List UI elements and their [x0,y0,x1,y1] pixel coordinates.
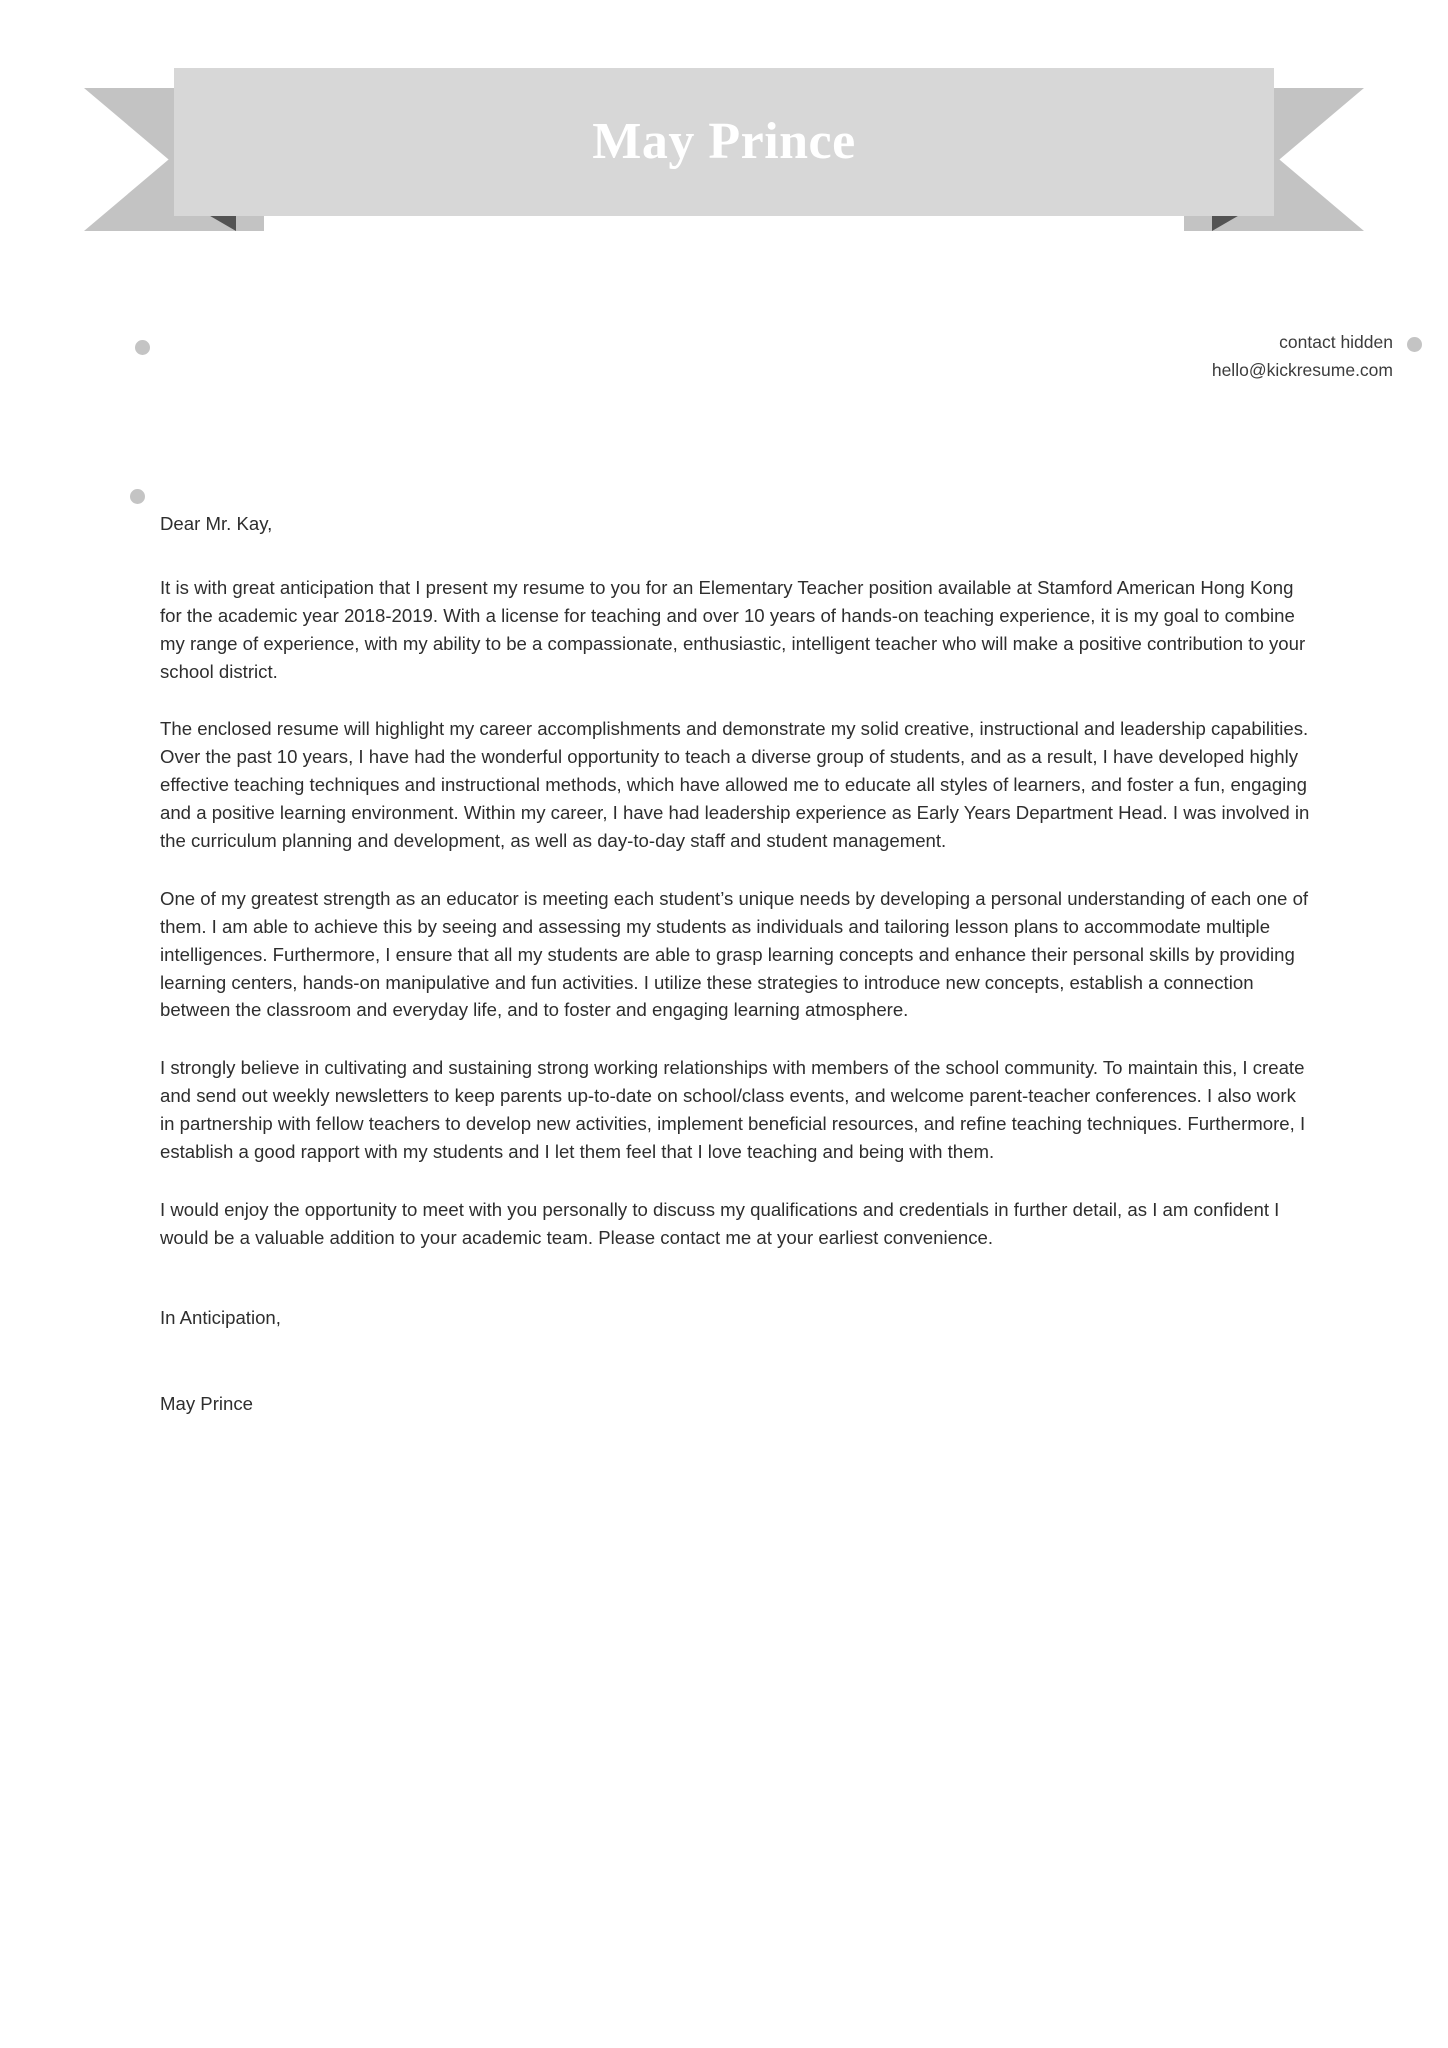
margin-bullet-top-icon [135,340,150,355]
letter-paragraph: I would enjoy the opportunity to meet with you personally to discuss my qualifications and credentials in further detail, as I am confident I would be a valuable addition to your academic team. Please contact me at your earliest convenience. [160,1198,1280,1248]
page-title: May Prince [592,113,856,170]
salutation: Dear Mr. Kay, [160,513,273,534]
margin-bullet-body-icon [130,489,145,504]
letter-paragraph: The enclosed resume will highlight my career accomplishments and demonstrate my solid creative, instructional and leadership capabilities. Over the past 10 years, I have had the wonderful opportunity to teach a diverse group of students, and as a result, I have developed highly effective teaching techniques and instructional methods, which have allowed me to educate all styles of learners, and foster a fun, engaging and a positive learning environment. Within my career, I have had leadership experience as Early Years Department Head. I was involved in the curriculum planning and development, as well as day-to-day staff and student management. [160,718,1310,852]
letter-paragraph: I strongly believe in cultivating and sustaining strong working relationships with members of the school community. To maintain this, I create and send out weekly newsletters to keep parents up-to-date on school/class events, and welcome parent-teacher conferences. I also work in partnership with fellow teachers to develop new activities, implement beneficial resources, and refine teaching techniques. Furthermore, I establish a good rapport with my students and I let them feel that I love teaching and being with them. [160,1057,1306,1163]
contact-bullet-icon [1407,337,1422,352]
cover-letter-body [160,510,1310,1417]
closing-line: In Anticipation, [160,1306,281,1328]
signature-name: May Prince [160,1392,253,1414]
letter-paragraph: It is with great anticipation that I present my resume to you for an Elementary Teacher position available at Stamford American Hong Kong for the academic year 2018-2019. With a license for teaching and over 10 years of hands-on teaching experience, it is my goal to combine my range of experience, with my ability to be a compassionate, enthusiastic, intelligent teacher who will make a positive contribution to your school district. [160,576,1306,682]
ribbon-banner [174,68,1274,216]
header-ribbon [0,0,1448,300]
letter-paragraph: One of my greatest strength as an educator is meeting each student’s unique needs by developing a personal understanding of each one of them. I am able to achieve this by seeing and assessing my students as individuals and tailoring lesson plans to accommodate multiple intelligences. Furthermore, I ensure that all my students are able to grasp learning concepts and enhance their personal skills by providing learning centers, hands-on manipulative and fun activities. I utilize these strategies to introduce new concepts, establish a connection between the classroom and everyday life, and to foster and engaging learning atmosphere. [160,887,1309,1021]
contact-email: hello@kickresume.com [1211,360,1393,381]
contact-hidden-label: contact hidden [1279,332,1393,352]
contact-block [1212,328,1393,385]
